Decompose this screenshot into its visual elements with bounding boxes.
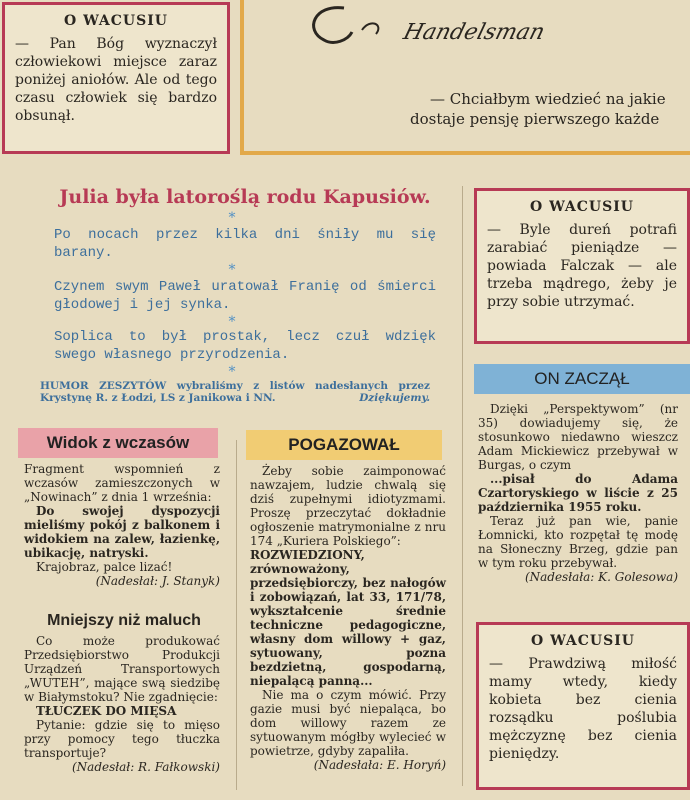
widok-byline: (Nadesłał: J. Stanyk) [95, 574, 220, 588]
column-divider-left [236, 440, 237, 790]
widok-banner: Widok z wczasów [18, 428, 218, 458]
cartoon-caption-1: — Chciałbym wiedzieć na jakie [430, 90, 666, 108]
wacus-box-right [474, 188, 690, 344]
wacus-box-text: — Pan Bóg wyznaczył człowiekowi miejsce zaraz poniżej aniołów. Ale od tego czasu człowiek się bardzo obsunął. [15, 36, 217, 124]
separator-star-1: * [228, 210, 236, 226]
zaczal-quote: ...pisał do Adama Czartoryskiego w liście z 25 października 1955 roku. [478, 472, 678, 514]
zaczal-article [478, 402, 678, 584]
maluch-question: Pytanie: gdzie się to mięso przy pomocy tego tłuczka transportuje? [24, 718, 220, 760]
widok-intro: Fragment wspomnień z wczasów zamieszczonych w „Nowinach” z dnia 1 września: [24, 462, 220, 504]
pogazowal-intro: Żeby sobie zaimponować nawzajem, ludzie chwalą się dziś zupełnymi idiotyzmami. Proszę przeczytać dokładnie ogłoszenie matrymonialne z nru 174 „Kuriera Polskiego”: [250, 464, 446, 548]
zaczal-byline: (Nadesłała: K. Golesowa) [524, 570, 678, 584]
maluch-product: TŁUCZEK DO MIĘSA [36, 704, 177, 718]
maluch-byline: (Nadesłał: R. Fałkowski) [71, 760, 220, 774]
wacus-box-text: — Prawdziwą miłość mamy wtedy, kiedy kobieta bez cienia rozsądku poślubia mężczyznę bez cienia pieniędzy. [489, 656, 677, 762]
widok-article [24, 462, 220, 588]
humor-title: Julia była latoroślą rodu Kapusiów. [59, 186, 431, 208]
humor-line-2: Czynem swym Paweł uratował Franię od śmierci głodowej i jej synka. [54, 279, 436, 313]
wacus-box-title: O WACUSIU [531, 633, 635, 649]
cartoon-frame [240, 0, 690, 155]
zaczal-intro: Dzięki „Perspektywom” (nr 35) dowiadujemy się, że stosunkowo niedawno wieszcz Adam Mickiewicz przebywał w Burgas, o czym [478, 402, 678, 472]
wacus-box-text: — Byle dureń potrafi zarabiać pieniądze — powiada Falczak — ale trzeba mądrego, żeby je przy sobie utrzymać. [487, 222, 677, 310]
zaczal-banner: ON ZACZĄŁ [474, 364, 690, 394]
cartoon-caption-2: dostaje pensję pierwszego każde [410, 110, 660, 128]
pogazowal-byline: (Nadesłała: E. Horyń) [313, 758, 446, 772]
humor-thanks: Dziękujemy. [359, 392, 430, 404]
widok-quote: Do swojej dyspozycji mieliśmy pokój z balkonem i widokiem na zalew, łazienkę, ubikację, natryski. [24, 504, 220, 560]
pogazowal-article [250, 464, 446, 772]
maluch-text: Co może produkować Przedsiębiorstwo Produkcji Urządzeń Transportowych „WUTEH”, mające swą siedzibę w Białymstoku? Nie zgadnięcie: [24, 634, 220, 704]
separator-star-4: * [228, 364, 236, 380]
separator-star-2: * [228, 262, 236, 278]
pogazowal-comment: Nie ma o czym mówić. Przy gazie musi być niepaląca, bo dom willowy razem ze sytuowanym mógłby wylecieć w powietrze, gdyby zapaliła. [250, 688, 446, 758]
wacus-box-bottom-right [476, 622, 690, 790]
separator-star-3: * [228, 314, 236, 330]
humor-credit [40, 380, 430, 404]
humor-line-1: Po nocach przez kilka dni śniły mu się barany. [54, 227, 436, 261]
pogazowal-banner: POGAZOWAŁ [246, 430, 442, 460]
zaczal-text: Teraz już pan wie, panie Łomnicki, kto rozpętał tę modę na Słoneczny Brzeg, gdzie pan w tym roku przebywał. [478, 514, 678, 570]
pogazowal-ad: ROZWIEDZIONY, zrównoważony, przedsiębiorczy, bez nałogów i zobowiązań, lat 33, 171/78, wykształcenie średnie techniczne pedagogiczne, własny dom willowy + gaz, sytuowany, pozna bezdzietną, gospodarną, niepalącą panną... [250, 548, 446, 688]
widok-comment: Krajobraz, palce lizać! [36, 560, 173, 574]
humor-credit-text: HUMOR ZESZYTÓW wybraliśmy z listów nadesłanych przez Krystynę R. z Łodzi, LS z Janikowa i NN. [40, 380, 430, 404]
column-divider-right [462, 186, 463, 786]
wacus-box-title: O WACUSIU [530, 199, 634, 215]
wacus-box-title: O WACUSIU [64, 13, 168, 29]
cartoonist-signature: Handelsman [400, 20, 548, 45]
wacus-box-top-left [2, 2, 230, 154]
maluch-title: Mniejszy niż maluch [47, 612, 201, 629]
maluch-article [24, 634, 220, 774]
humor-line-3: Soplica to był prostak, lecz czuł wdzięk swego własnego przyrodzenia. [54, 329, 436, 363]
